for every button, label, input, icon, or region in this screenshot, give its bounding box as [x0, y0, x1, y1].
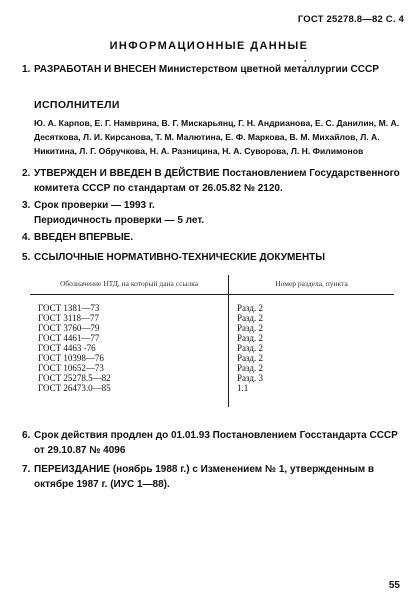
item-text: УТВЕРЖДЕН И ВВЕДЕН В ДЕЙСТВИЕ Постановлением Государственного комитета СССР по стандартам от 26.05.82 № 2120.	[34, 168, 400, 194]
cell-section: Разд. 2	[237, 323, 263, 333]
item-7	[22, 462, 407, 492]
cell-document: ГОСТ 4461—77	[30, 333, 229, 343]
cell-section: Разд. 2	[237, 303, 263, 313]
executors-list: Ю. А. Карпов, Е. Г. Намврина, В. Г. Мискарьянц, Г. Н. Андрианова, Е. С. Данилин, М. А. Десяткова, Л. И. Кирсанова, Т. М. Малютина, Е. Ф. Маркова, В. М. Михайлов, Л. А. Никитина, Л. Г. Обручкова, Н. А. Разницина, Н. А. Суворова, Л. Н. Филимонов	[34, 118, 400, 156]
item-1	[22, 62, 407, 77]
table-row	[30, 323, 394, 333]
column-header-document: Обозначение НТД, на который дана ссылка	[30, 275, 229, 295]
scan-mark: ·	[304, 56, 307, 66]
references-table	[30, 275, 394, 407]
item-text: ВВЕДЕН ВПЕРВЫЕ.	[34, 232, 134, 243]
item-6	[22, 428, 407, 458]
table-row	[30, 353, 394, 363]
item-number: 7.	[22, 464, 31, 475]
cell-section: Разд. 2	[237, 313, 263, 323]
item-4	[22, 230, 407, 245]
cell-document: ГОСТ 1381—73	[30, 295, 229, 314]
table-row	[30, 383, 394, 407]
item-subtext: Периодичность проверки — 5 лет.	[34, 215, 205, 226]
item-number: 1.	[22, 64, 31, 75]
cell-section: Разд. 2	[237, 353, 263, 363]
cell-document: ГОСТ 3118—77	[30, 313, 229, 323]
column-header-section: Номер раздела, пункта	[229, 275, 395, 295]
item-text: ПЕРЕИЗДАНИЕ (ноябрь 1988 г.) с Изменением № 1, утвержденным в октябре 1987 г. (ИУС 1—88).	[34, 464, 375, 490]
item-text: ССЫЛОЧНЫЕ НОРМАТИВНО-ТЕХНИЧЕСКИЕ ДОКУМЕНТЫ	[34, 252, 326, 263]
table-header-row	[30, 275, 394, 295]
document-reference: ГОСТ 25278.8—82 С. 4	[297, 14, 404, 25]
cell-section: Разд. 2	[237, 363, 263, 373]
executors-heading-text: ИСПОЛНИТЕЛИ	[34, 99, 120, 111]
cell-document: ГОСТ 25278.5—82	[30, 373, 229, 383]
table-row	[30, 313, 394, 323]
cell-section: 1.1	[237, 383, 249, 393]
item-5	[22, 250, 407, 265]
table-row	[30, 343, 394, 353]
item-number: 2.	[22, 168, 31, 179]
cell-document: ГОСТ 10398—76	[30, 353, 229, 363]
item-text: Срок действия продлен до 01.01.93 Постановлением Госстандарта СССР от 29.10.87 № 4096	[34, 430, 398, 456]
item-text: Срок проверки — 1993 г.	[34, 200, 155, 211]
table-row	[30, 333, 394, 343]
cell-section: Разд. 2	[237, 333, 263, 343]
page-title: ИНФОРМАЦИОННЫЕ ДАННЫЕ	[109, 40, 309, 52]
item-number: 4.	[22, 232, 31, 243]
table-row	[30, 295, 394, 314]
cell-section: Разд. 2	[237, 343, 263, 353]
item-3	[22, 198, 407, 228]
item-number: 3.	[22, 200, 31, 211]
table-row	[30, 373, 394, 383]
page-number: 55	[388, 580, 400, 591]
cell-document: ГОСТ 4463 -76	[30, 343, 229, 353]
item-2	[22, 166, 407, 196]
table-row	[30, 363, 394, 373]
cell-section: Разд. 3	[237, 373, 263, 383]
item-number: 5.	[22, 252, 31, 263]
cell-document: ГОСТ 10652—73	[30, 363, 229, 373]
item-text: РАЗРАБОТАН И ВНЕСЕН Министерством цветной металлургии СССР	[34, 64, 379, 75]
cell-document: ГОСТ 26473.0—85	[30, 383, 229, 407]
cell-document: ГОСТ 3760—79	[30, 323, 229, 333]
executors-heading	[34, 98, 404, 113]
item-number: 6.	[22, 430, 31, 441]
